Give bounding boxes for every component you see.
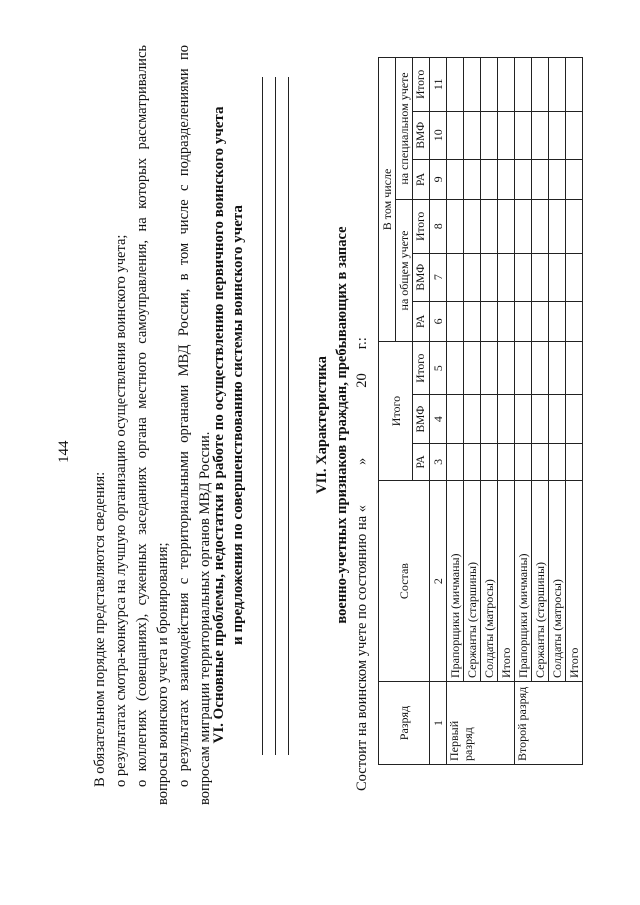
as-of-prefix: Состоит на воинском учете по состоянию на « [354, 504, 370, 791]
header-vmf-2: ВМФ [413, 253, 430, 301]
table-row [498, 58, 515, 765]
composition-cell: Итого [566, 481, 583, 682]
table-row [481, 58, 498, 765]
header-total: Итого [379, 341, 413, 480]
table-row [464, 58, 481, 765]
header-ra-2: РА [413, 301, 430, 341]
column-number: 2 [430, 481, 447, 682]
table-row [447, 58, 464, 765]
section-7-title [312, 45, 352, 805]
column-number: 6 [430, 301, 447, 341]
as-of-year: 20 [354, 373, 370, 388]
blank-line-1 [262, 77, 263, 755]
composition-cell: Солдаты (матросы) [481, 481, 498, 682]
column-number: 3 [430, 443, 447, 480]
table-row [532, 58, 549, 765]
column-number: 8 [430, 200, 447, 254]
column-number: 1 [430, 681, 447, 764]
header-vmf-1: ВМФ [413, 395, 430, 443]
intro-block [90, 45, 216, 805]
section-7-title-line-2: военно-учетных признаков граждан, пребывающих в запасе [334, 226, 350, 624]
header-vmf-3: ВМФ [413, 111, 430, 159]
composition-cell: Прапорщики (мичманы) [515, 481, 532, 682]
composition-cell: Итого [498, 481, 515, 682]
reserve-table [378, 57, 583, 765]
header-including: В том числе [379, 58, 396, 342]
intro-line-4: о результатах взаимодействия с территориальными органами МВД России, в том числе с подразделениями по вопросам миграции территориальных органов МВД России. [176, 45, 213, 805]
header-special-register: на специальном учете [396, 58, 413, 200]
column-number: 4 [430, 395, 447, 443]
header-itogo-2: Итого [413, 200, 430, 254]
column-number: 9 [430, 159, 447, 199]
blank-line-2 [275, 77, 276, 755]
as-of-mid: » [354, 457, 370, 465]
section-6-title [210, 45, 248, 805]
section-6-title-line-1: VI. Основные проблемы, недостатки в работе по осуществлению первичного воинского учета [211, 106, 227, 744]
table-row [515, 58, 532, 765]
table-row [549, 58, 566, 765]
rank-cell: Второй разряд [515, 681, 583, 764]
as-of-suffix: г.: [354, 337, 370, 350]
header-general-register: на общем учете [396, 200, 413, 342]
section-6-title-line-2: и предложения по совершенствованию системы воинского учета [230, 205, 246, 645]
header-rank: Разряд [379, 681, 430, 764]
table-row [566, 58, 583, 765]
page-number: 144 [56, 440, 72, 463]
blank-line-3 [288, 77, 289, 755]
intro-line-3: о коллегиях (совещаниях), суженных заседаниях органа местного самоуправления, на которых рассматривались вопросы воинского учета и бронирования; [134, 45, 171, 805]
composition-cell: Сержанты (старшины) [464, 481, 481, 682]
rank-cell: Первый разряд [447, 681, 515, 764]
intro-line-2: о результатах смотра-конкурса на лучшую организацию осуществления воинского учета; [113, 234, 129, 787]
header-ra-1: РА [413, 443, 430, 480]
column-number: 10 [430, 111, 447, 159]
header-ra-3: РА [413, 159, 430, 199]
column-number: 5 [430, 341, 447, 395]
composition-cell: Прапорщики (мичманы) [447, 481, 464, 682]
intro-line-1: В обязательном порядке представляются сведения: [92, 471, 108, 787]
column-numbers-row [430, 58, 447, 765]
composition-cell: Солдаты (матросы) [549, 481, 566, 682]
column-number: 7 [430, 253, 447, 301]
section-7-title-line-1: VII. Характеристика [314, 356, 330, 494]
composition-cell: Сержанты (старшины) [532, 481, 549, 682]
column-number: 11 [430, 58, 447, 112]
header-composition: Состав [379, 481, 430, 682]
header-itogo-1: Итого [413, 341, 430, 395]
as-of-line [354, 337, 371, 791]
header-itogo-3: Итого [413, 58, 430, 112]
